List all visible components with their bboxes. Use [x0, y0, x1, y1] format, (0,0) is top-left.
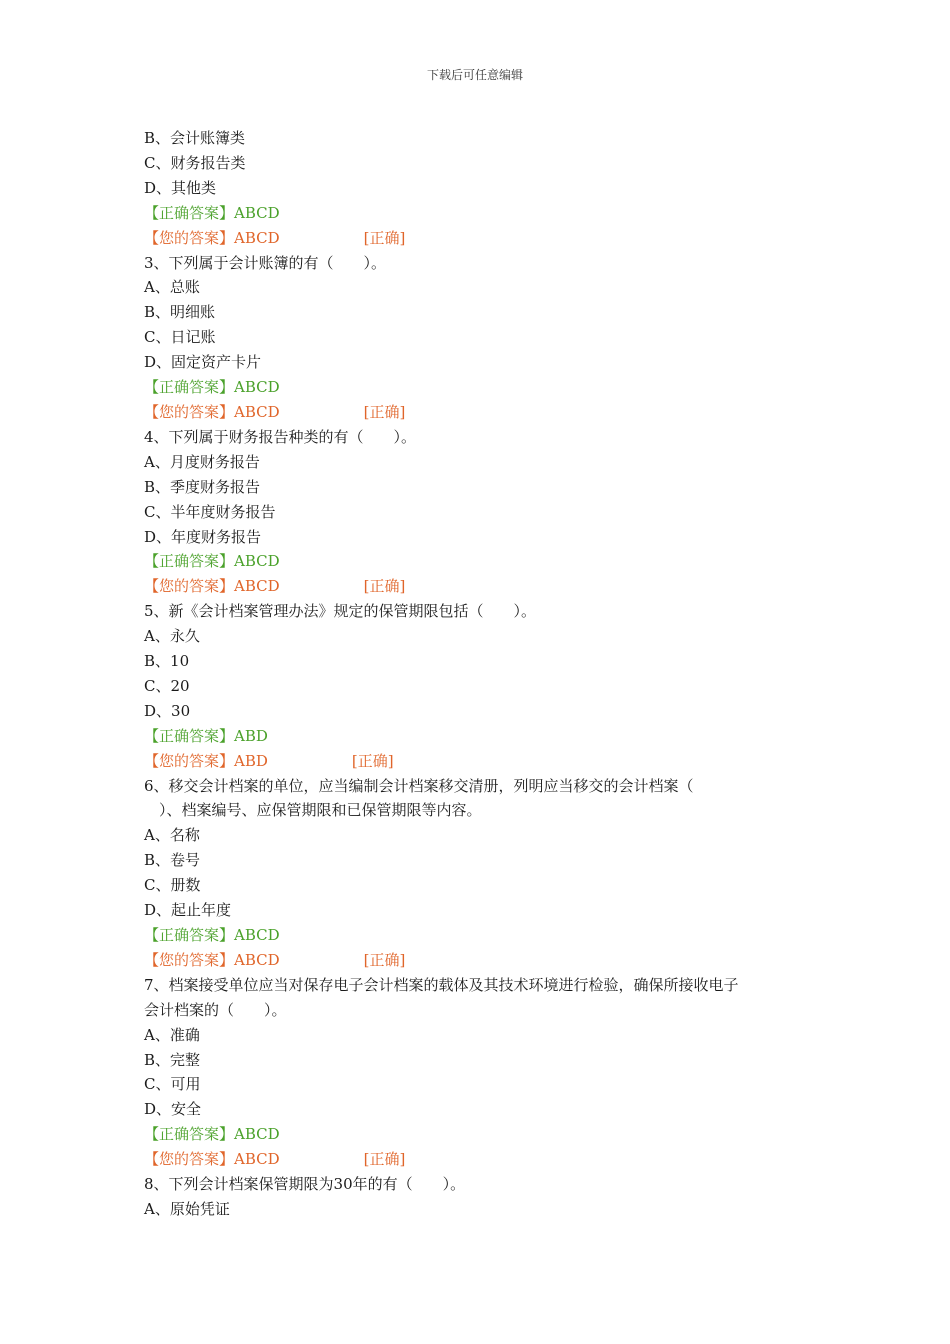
- correct-answer-value: ABCD: [234, 926, 280, 944]
- option-c: C、日记账: [144, 328, 216, 347]
- correct-answer-label: 【正确答案】: [144, 378, 235, 397]
- correct-answer: [144, 201, 814, 226]
- answer-status: [正确]: [363, 228, 406, 247]
- question-stem: 4、下列属于财务报告种类的有（ ）。: [144, 427, 417, 446]
- correct-answer-label: 【正确答案】: [144, 726, 235, 745]
- your-answer-label: 【您的答案】: [144, 950, 235, 969]
- option-b: B、卷号: [144, 851, 201, 870]
- option-b: B、完整: [144, 1050, 201, 1069]
- answer-status: [正确]: [363, 1150, 406, 1169]
- your-answer-label: 【您的答案】: [144, 1150, 235, 1169]
- option-a: A、永久: [144, 627, 200, 646]
- option-c: C、可用: [144, 1075, 201, 1094]
- question-stem: 5、新《会计档案管理办法》规定的保管期限包括（ ）。: [144, 602, 537, 621]
- question-stem-continued: 会计档案的（ ）。: [144, 1000, 287, 1019]
- your-answer-value: ABCD: [234, 577, 280, 596]
- your-answer: [144, 749, 814, 774]
- question-stem-continued: ）、档案编号、应保管期限和已保管期限等内容。: [144, 801, 482, 820]
- answer-status: [正确]: [363, 402, 406, 421]
- option-d: D、固定资产卡片: [144, 353, 262, 372]
- correct-answer-value: ABCD: [234, 203, 280, 222]
- your-answer-label: 【您的答案】: [144, 228, 235, 247]
- your-answer-value: ABCD: [234, 402, 280, 421]
- your-answer: [144, 226, 814, 251]
- correct-answer: [144, 1122, 814, 1147]
- your-answer: [144, 400, 814, 425]
- question-stem: 3、下列属于会计账簿的有（ ）。: [144, 253, 387, 272]
- correct-answer-label: 【正确答案】: [144, 1125, 235, 1144]
- your-answer: [144, 574, 814, 599]
- question-stem: 7、档案接受单位应当对保存电子会计档案的载体及其技术环境进行检验，确保所接收电子: [144, 975, 739, 994]
- correct-answer-value: ABCD: [234, 552, 280, 571]
- correct-answer: [144, 724, 814, 749]
- document-body: [144, 126, 814, 1222]
- option-c: C、财务报告类: [144, 153, 246, 172]
- option-a: A、月度财务报告: [144, 452, 260, 471]
- option-d: D、30: [144, 701, 191, 720]
- option-c: C、20: [144, 676, 190, 695]
- your-answer-value: ABD: [234, 751, 268, 770]
- question-stem: 8、下列会计档案保管期限为30年的有（ ）。: [144, 1175, 466, 1194]
- answer-status: [正确]: [363, 950, 406, 969]
- option-b: B、季度财务报告: [144, 477, 261, 496]
- your-answer-label: 【您的答案】: [144, 402, 235, 421]
- correct-answer-label: 【正确答案】: [144, 552, 235, 571]
- your-answer-label: 【您的答案】: [144, 751, 235, 770]
- correct-answer: [144, 375, 814, 400]
- option-d: D、其他类: [144, 178, 217, 197]
- your-answer-value: ABCD: [234, 228, 280, 247]
- option-b: B、会计账簿类: [144, 129, 246, 147]
- page-header: 下载后可任意编辑: [426, 68, 523, 82]
- correct-answer-value: ABCD: [234, 1125, 280, 1144]
- your-answer-value: ABCD: [234, 1150, 280, 1169]
- option-a: A、原始凭证: [144, 1199, 230, 1218]
- option-d: D、安全: [144, 1100, 202, 1119]
- option-b: B、10: [144, 652, 190, 671]
- option-c: C、半年度财务报告: [144, 502, 276, 521]
- correct-answer-label: 【正确答案】: [144, 203, 235, 222]
- correct-answer-value: ABD: [234, 726, 268, 745]
- your-answer-value: ABCD: [234, 950, 280, 969]
- option-a: A、准确: [144, 1025, 200, 1044]
- option-a: A、名称: [144, 826, 200, 845]
- option-d: D、年度财务报告: [144, 527, 262, 546]
- correct-answer-value: ABCD: [234, 378, 280, 397]
- option-d: D、起止年度: [144, 901, 232, 920]
- correct-answer: [144, 923, 814, 948]
- your-answer: [144, 1147, 814, 1172]
- question-stem: 6、移交会计档案的单位，应当编制会计档案移交清册，列明应当移交的会计档案（: [144, 776, 694, 795]
- option-c: C、册数: [144, 876, 201, 895]
- correct-answer-label: 【正确答案】: [144, 926, 235, 944]
- answer-status: [正确]: [351, 751, 394, 770]
- your-answer-label: 【您的答案】: [144, 577, 235, 596]
- option-b: B、明细账: [144, 303, 216, 322]
- option-a: A、总账: [144, 278, 200, 297]
- answer-status: [正确]: [363, 577, 406, 596]
- correct-answer: [144, 549, 814, 574]
- your-answer: [144, 948, 814, 973]
